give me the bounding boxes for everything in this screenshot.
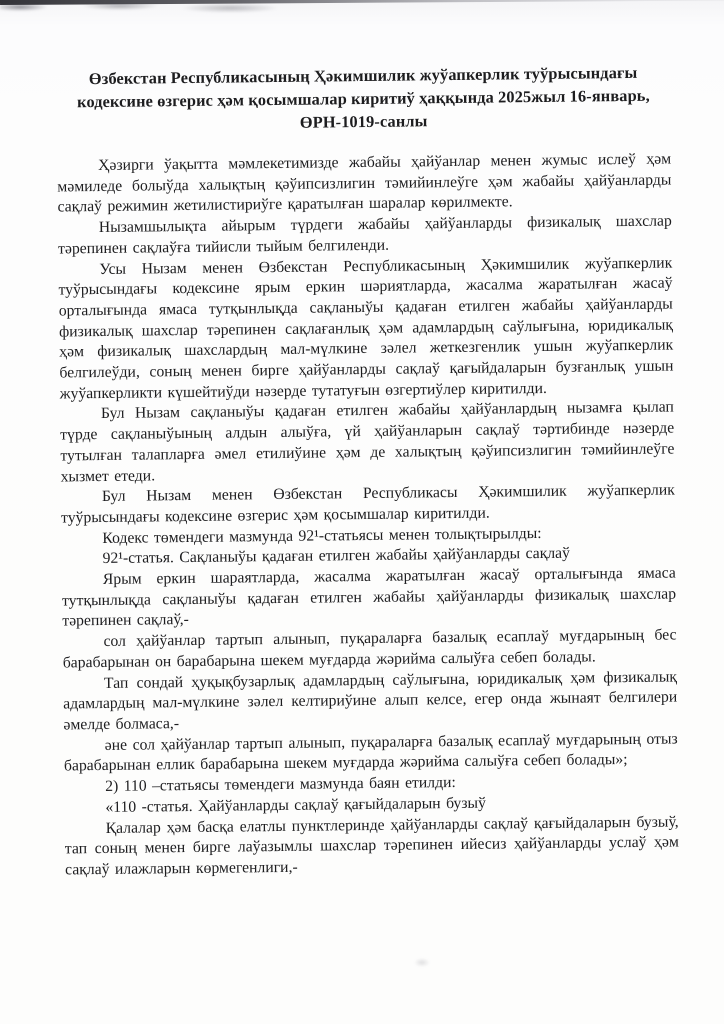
paragraph: Ярым еркин шараятларда, жасалма жаратылған жасаў орталығында ямаса тутқынлықда сақланыўы қадаған етилген жабайы ҳайўанларды физикалық шахслар тәрепинен сақлаў,-: [61, 564, 677, 630]
scan-artifact-smudge: [414, 958, 430, 967]
title-line-1: Өзбекстан Республикасының Ҳәкимшилик жуўапкерлик туўрысындағы: [88, 62, 638, 89]
title-line-2: кодексине өзгерис ҳәм қосымшалар киритиў ҳаққында 2025жыл 16-январь,: [76, 85, 650, 112]
paragraph: Бул Нызам сақланыўы қадаған етилген жабайы ҳайўанлардың нызамға қылап түрде сақланыўының алдын алыўға, үй ҳайўанларын сақлаў тәртибинде нәзерде тутылған талапларға әмел етилиўине ҳәм де халықтың қәўипсизлигин тәмийинлеўге хызмет етеди.: [60, 398, 675, 486]
paragraph: Тап сондай ҳуқықбузарлық адамлардың саўлығына, юридикалық ҳәм физикалық адамлардың мал-мүлкине зәлел келтириўине алып келсе, егер онда жынаят белгилери әмелде болмаса,-: [63, 668, 678, 734]
document-content: [56, 61, 679, 882]
scan-artifact-top-left-blotch: [0, 2, 300, 15]
paragraph: сол ҳайўанлар тартып алынып, пуқараларға базалық есаплаў муғдарының бес барабарынан он барабарына шекем муғдарда жәрийма салыўға себеп болады.: [62, 626, 677, 672]
paragraph: 2) 110 –статьясы төмендеги мазмунда баян етилди:: [105, 774, 456, 796]
paragraph: Ҳәзирги ўақытта мәмлекетимизде жабайы ҳайўанлар менен жумыс ислеў ҳәм мәмиледе болыўда халықтың қәўипсизлигин тәмийинлеўге ҳәм жабайы ҳайўанларды сақлаў режимин жетилистириўге қаратылған шаралар көрилмекте.: [57, 150, 672, 216]
paragraph: Усы Нызам менен Өзбекстан Республикасының Ҳәкимшилик жуўапкерлик туўрысындағы кодексине ярым еркин шәриятларда, жасалма жаратылған жасаў орталығында ямаса тутқынлықда сақланыўы қадаған етилген жабайы ҳайўанларды физикалық шахслар тәрепинен сақлағанлық ҳәм адамлардың саўлығына, юридикалық ҳәм физикалық шахслардың мал-мүлкине зәлел жеткезгенлик ушын жуўапкерлик белгилеўди, соның менен бирге ҳайўанларды сақлаў қағыйдаларын бузғанлық ушын жуўапкерликти күшейтиўди нәзерде тутатуғын өзгертиўлер киритилди.: [58, 254, 674, 403]
paragraph: Кодекс төмендеги мазмунда 92¹-статьясы менен толықтырылды:: [102, 524, 542, 547]
paragraph: Нызамшылықта айырым түрдеги жабайы ҳайўанларды физикалық шахслар тәрепинен сақлаўға тийисли тыйым белгиленди.: [57, 212, 672, 258]
document-title: [56, 61, 671, 137]
paragraph: Қалалар ҳәм басқа елатлы пунктлеринде ҳайўанларды сақлаў қағыйдаларын бузыў, тап соның менен бирге лаўазымлы шахслар тәрепинен ийесиз ҳайўанларды услаў ҳәм сақлаў илажларын көрмегенлиги,-: [64, 812, 679, 879]
paragraph: әне сол ҳайўанлар тартып алынып, пуқараларға базалық есаплаў муғдарының отыз барабарынан еллик барабарына шекем муғдарда жәрийма салыўға себеп болады»;: [63, 730, 678, 775]
paragraph: «110 -статья. Ҳайўанларды сақлаў қағыйдаларын бузыў: [105, 794, 486, 816]
paragraph: Бул Нызам менен Өзбекстан Республикасы Ҳәкимшилик жуўапкерлик туўрысындағы кодексине өзгерис ҳәм қосымшалар киритилди.: [61, 481, 675, 527]
title-line-3: ӨРН-1019-санлы: [299, 111, 428, 132]
document-body: [57, 150, 679, 882]
paragraph: 92¹-статья. Сақланыўы қадаған етилген жабайы ҳайўанларды сақлаў: [102, 545, 571, 568]
